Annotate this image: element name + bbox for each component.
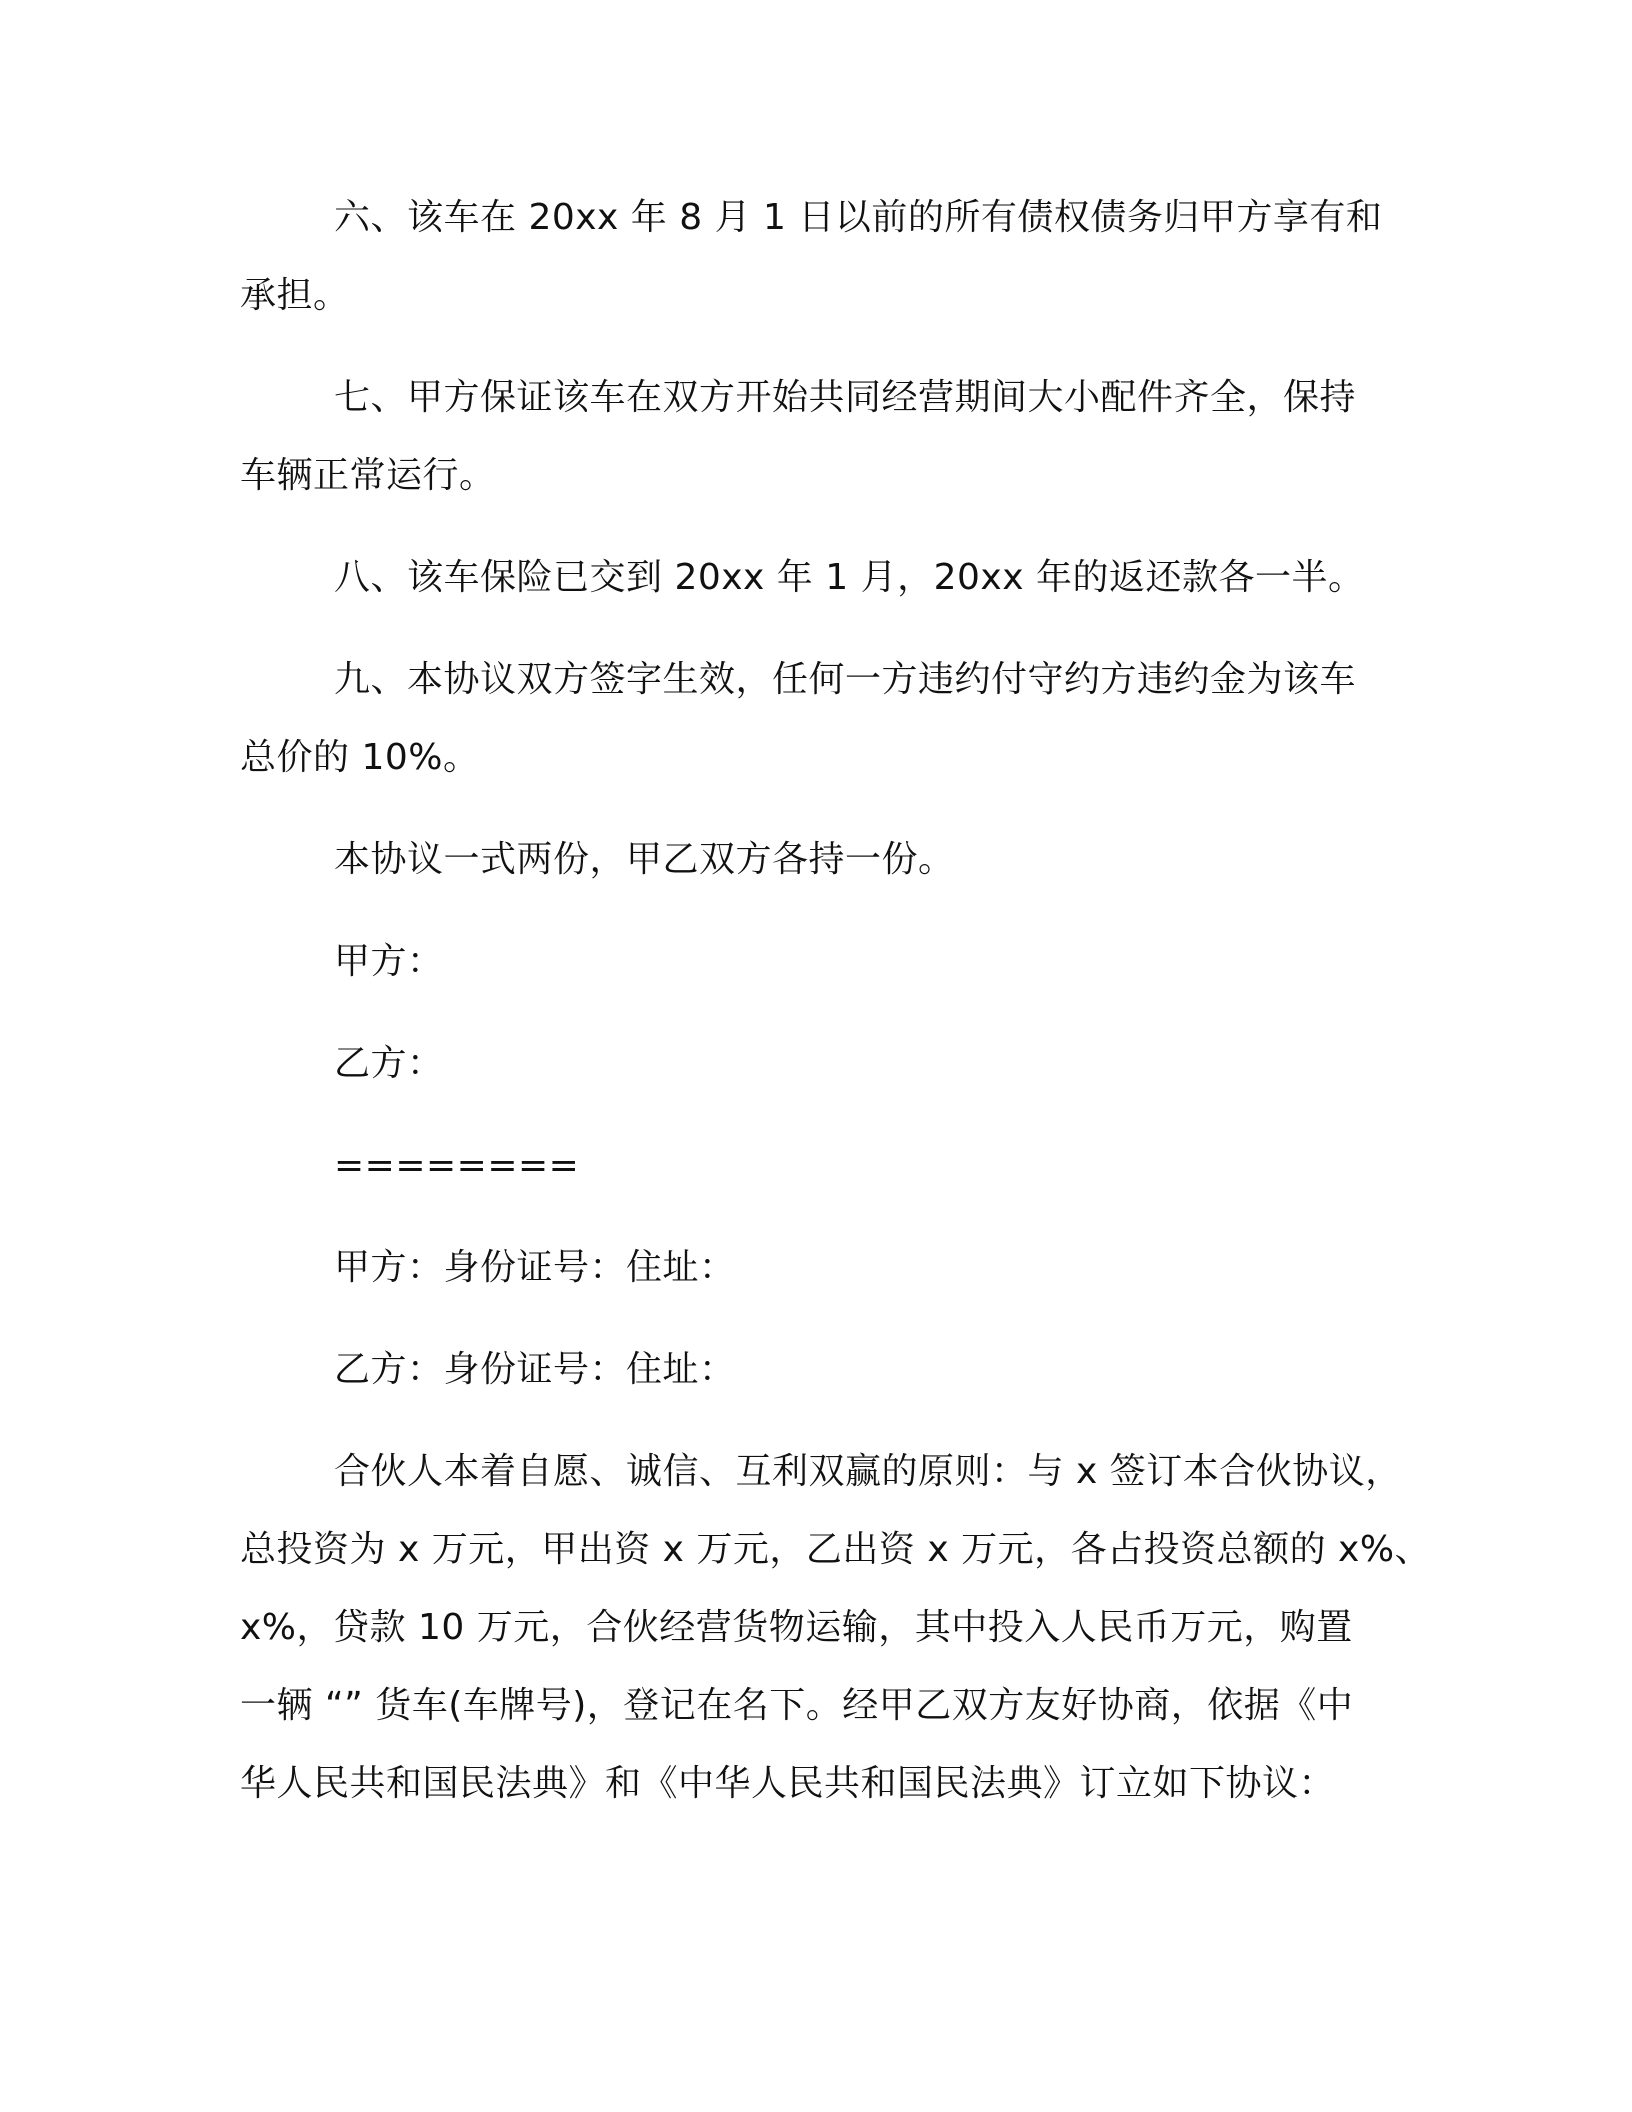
party-b-info: 乙方：身份证号：住址：	[334, 1349, 736, 1390]
preamble-line-3: x%，贷款 10 万元，合伙经营货物运输，其中投入人民币万元，购置	[240, 1607, 1353, 1648]
clause-6-line-2: 承担。	[240, 275, 350, 316]
preamble-line-2: 总投资为 x 万元，甲出资 x 万元，乙出资 x 万元，各占投资总额的 x%、	[240, 1529, 1432, 1570]
preamble-line-5: 华人民共和国民法典》和《中华人民共和国民法典》订立如下协议：	[240, 1763, 1336, 1804]
clause-9-line-1: 九、本协议双方签字生效，任何一方违约付守约方违约金为该车	[334, 659, 1357, 700]
clause-7-line-1: 七、甲方保证该车在双方开始共同经营期间大小配件齐全，保持	[334, 377, 1357, 418]
clause-9-line-2: 总价的 10%。	[240, 737, 480, 778]
clause-7-line-2: 车辆正常运行。	[240, 455, 496, 496]
party-b-signature: 乙方：	[334, 1043, 444, 1084]
clause-8-line-1: 八、该车保险已交到 20xx 年 1 月，20xx 年的返还款各一半。	[334, 557, 1365, 598]
preamble-line-4: 一辆 “” 货车(车牌号)，登记在名下。经甲乙双方友好协商，依据《中	[240, 1685, 1354, 1726]
clause-6-line-1: 六、该车在 20xx 年 8 月 1 日以前的所有债权债务归甲方享有和	[334, 197, 1383, 238]
party-a-info: 甲方：身份证号：住址：	[334, 1247, 736, 1288]
preamble-line-1: 合伙人本着自愿、诚信、互利双赢的原则：与 x 签订本合伙协议，	[334, 1451, 1402, 1492]
party-a-signature: 甲方：	[334, 941, 444, 982]
section-divider: ========	[334, 1145, 580, 1186]
copies-note: 本协议一式两份，甲乙双方各持一份。	[334, 839, 955, 880]
